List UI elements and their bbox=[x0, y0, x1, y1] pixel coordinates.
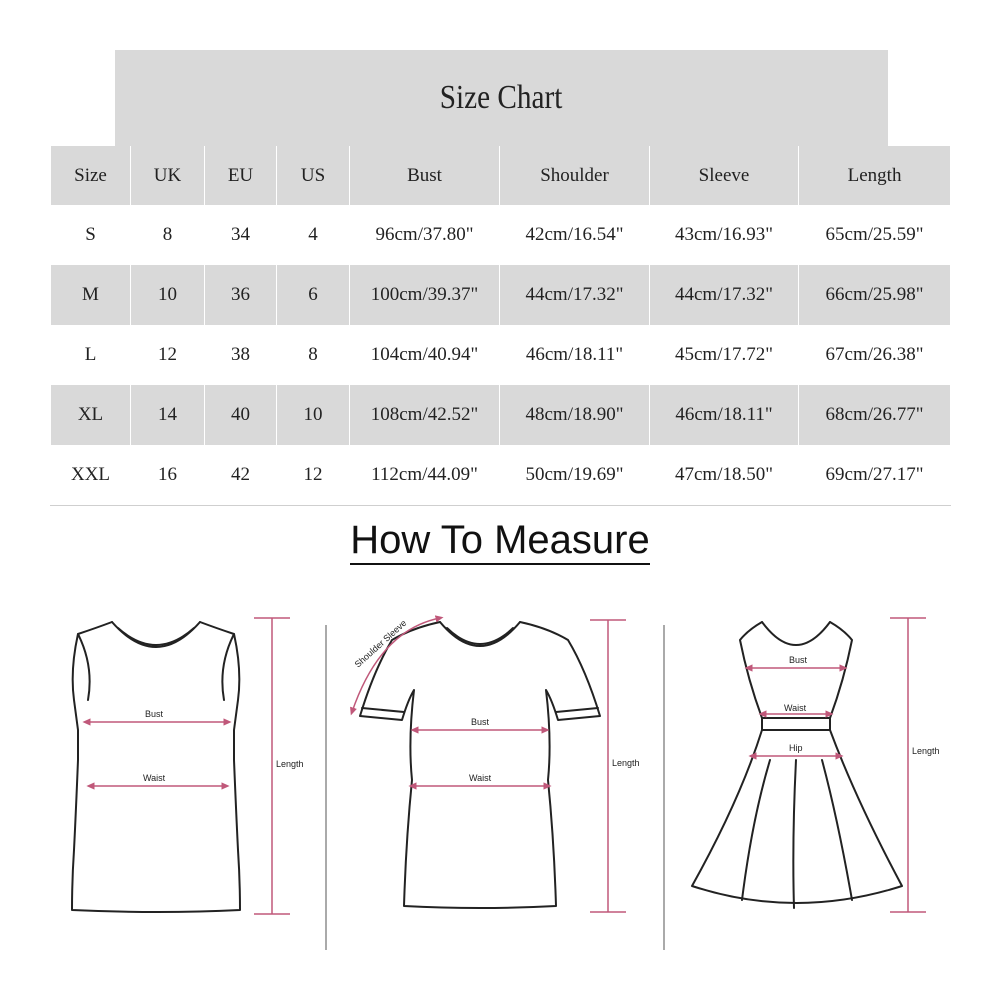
cell-us: 12 bbox=[277, 445, 350, 506]
tshirt-sleeve-hem-left bbox=[362, 708, 404, 712]
header-length: Length bbox=[799, 146, 951, 205]
cell-uk: 10 bbox=[131, 265, 205, 325]
cell-length: 65cm/25.59" bbox=[799, 205, 951, 265]
cell-uk: 8 bbox=[131, 205, 205, 265]
cell-eu: 40 bbox=[205, 385, 277, 445]
dress-length-label: Length bbox=[912, 746, 940, 756]
header-us: US bbox=[277, 146, 350, 205]
tank-top-armhole-left bbox=[78, 634, 90, 700]
cell-bust: 108cm/42.52" bbox=[350, 385, 500, 445]
tank-top-outline bbox=[72, 622, 240, 912]
cell-us: 6 bbox=[277, 265, 350, 325]
tank-top-bust-label: Bust bbox=[145, 709, 164, 719]
dress-neckline bbox=[762, 622, 830, 645]
cell-bust: 104cm/40.94" bbox=[350, 325, 500, 385]
cell-bust: 96cm/37.80" bbox=[350, 205, 500, 265]
cell-sleeve: 46cm/18.11" bbox=[650, 385, 799, 445]
cell-size: S bbox=[51, 205, 131, 265]
dress-skirt-fold-3 bbox=[822, 760, 852, 900]
cell-bust: 112cm/44.09" bbox=[350, 445, 500, 506]
cell-us: 8 bbox=[277, 325, 350, 385]
cell-shoulder: 46cm/18.11" bbox=[500, 325, 650, 385]
header-size: Size bbox=[51, 146, 131, 205]
header-eu: EU bbox=[205, 146, 277, 205]
cell-sleeve: 44cm/17.32" bbox=[650, 265, 799, 325]
cell-uk: 16 bbox=[131, 445, 205, 506]
cell-size: XXL bbox=[51, 445, 131, 506]
cell-us: 4 bbox=[277, 205, 350, 265]
cell-shoulder: 50cm/19.69" bbox=[500, 445, 650, 506]
tshirt-outline bbox=[360, 622, 600, 908]
tshirt-sleeve-hem-right bbox=[556, 708, 598, 712]
cell-shoulder: 42cm/16.54" bbox=[500, 205, 650, 265]
cell-eu: 34 bbox=[205, 205, 277, 265]
dress-bust-label: Bust bbox=[789, 655, 808, 665]
tank-top-diagram bbox=[72, 622, 240, 912]
cell-eu: 38 bbox=[205, 325, 277, 385]
cell-bust: 100cm/39.37" bbox=[350, 265, 500, 325]
header-sleeve: Sleeve bbox=[650, 146, 799, 205]
cell-length: 69cm/27.17" bbox=[799, 445, 951, 506]
tshirt-neckline-outer bbox=[440, 622, 520, 646]
tshirt-diagram bbox=[360, 622, 600, 908]
dress-waistband bbox=[762, 718, 830, 730]
dress-skirt-fold-1 bbox=[742, 760, 770, 900]
size-chart-title: Size Chart bbox=[114, 50, 888, 146]
cell-size: XL bbox=[51, 385, 131, 445]
header-uk: UK bbox=[131, 146, 205, 205]
tshirt-shoulder-sleeve-label: Shoulder Sleeve bbox=[352, 617, 409, 670]
cell-uk: 14 bbox=[131, 385, 205, 445]
cell-length: 68cm/26.77" bbox=[799, 385, 951, 445]
tshirt-neckline-inner bbox=[447, 628, 513, 644]
dress-waist-label: Waist bbox=[784, 703, 807, 713]
tank-top-neckline-inner bbox=[118, 628, 194, 645]
cell-shoulder: 48cm/18.90" bbox=[500, 385, 650, 445]
cell-sleeve: 43cm/16.93" bbox=[650, 205, 799, 265]
dress-skirt-fold-2 bbox=[793, 760, 796, 908]
how-to-measure-title-text: How To Measure bbox=[350, 518, 649, 565]
tank-top-waist-label: Waist bbox=[143, 773, 166, 783]
cell-shoulder: 44cm/17.32" bbox=[500, 265, 650, 325]
header-bust: Bust bbox=[350, 146, 500, 205]
cell-size: L bbox=[51, 325, 131, 385]
tank-top-armhole-right bbox=[222, 634, 234, 700]
cell-length: 66cm/25.98" bbox=[799, 265, 951, 325]
dress-hip-label: Hip bbox=[789, 743, 803, 753]
header-shoulder: Shoulder bbox=[500, 146, 650, 205]
cell-eu: 42 bbox=[205, 445, 277, 506]
cell-us: 10 bbox=[277, 385, 350, 445]
tshirt-bust-label: Bust bbox=[471, 717, 490, 727]
tshirt-length-label: Length bbox=[612, 758, 640, 768]
cell-sleeve: 45cm/17.72" bbox=[650, 325, 799, 385]
cell-sleeve: 47cm/18.50" bbox=[650, 445, 799, 506]
tank-top-length-label: Length bbox=[276, 759, 304, 769]
cell-uk: 12 bbox=[131, 325, 205, 385]
cell-size: M bbox=[51, 265, 131, 325]
tshirt-waist-label: Waist bbox=[469, 773, 492, 783]
cell-eu: 36 bbox=[205, 265, 277, 325]
cell-length: 67cm/26.38" bbox=[799, 325, 951, 385]
